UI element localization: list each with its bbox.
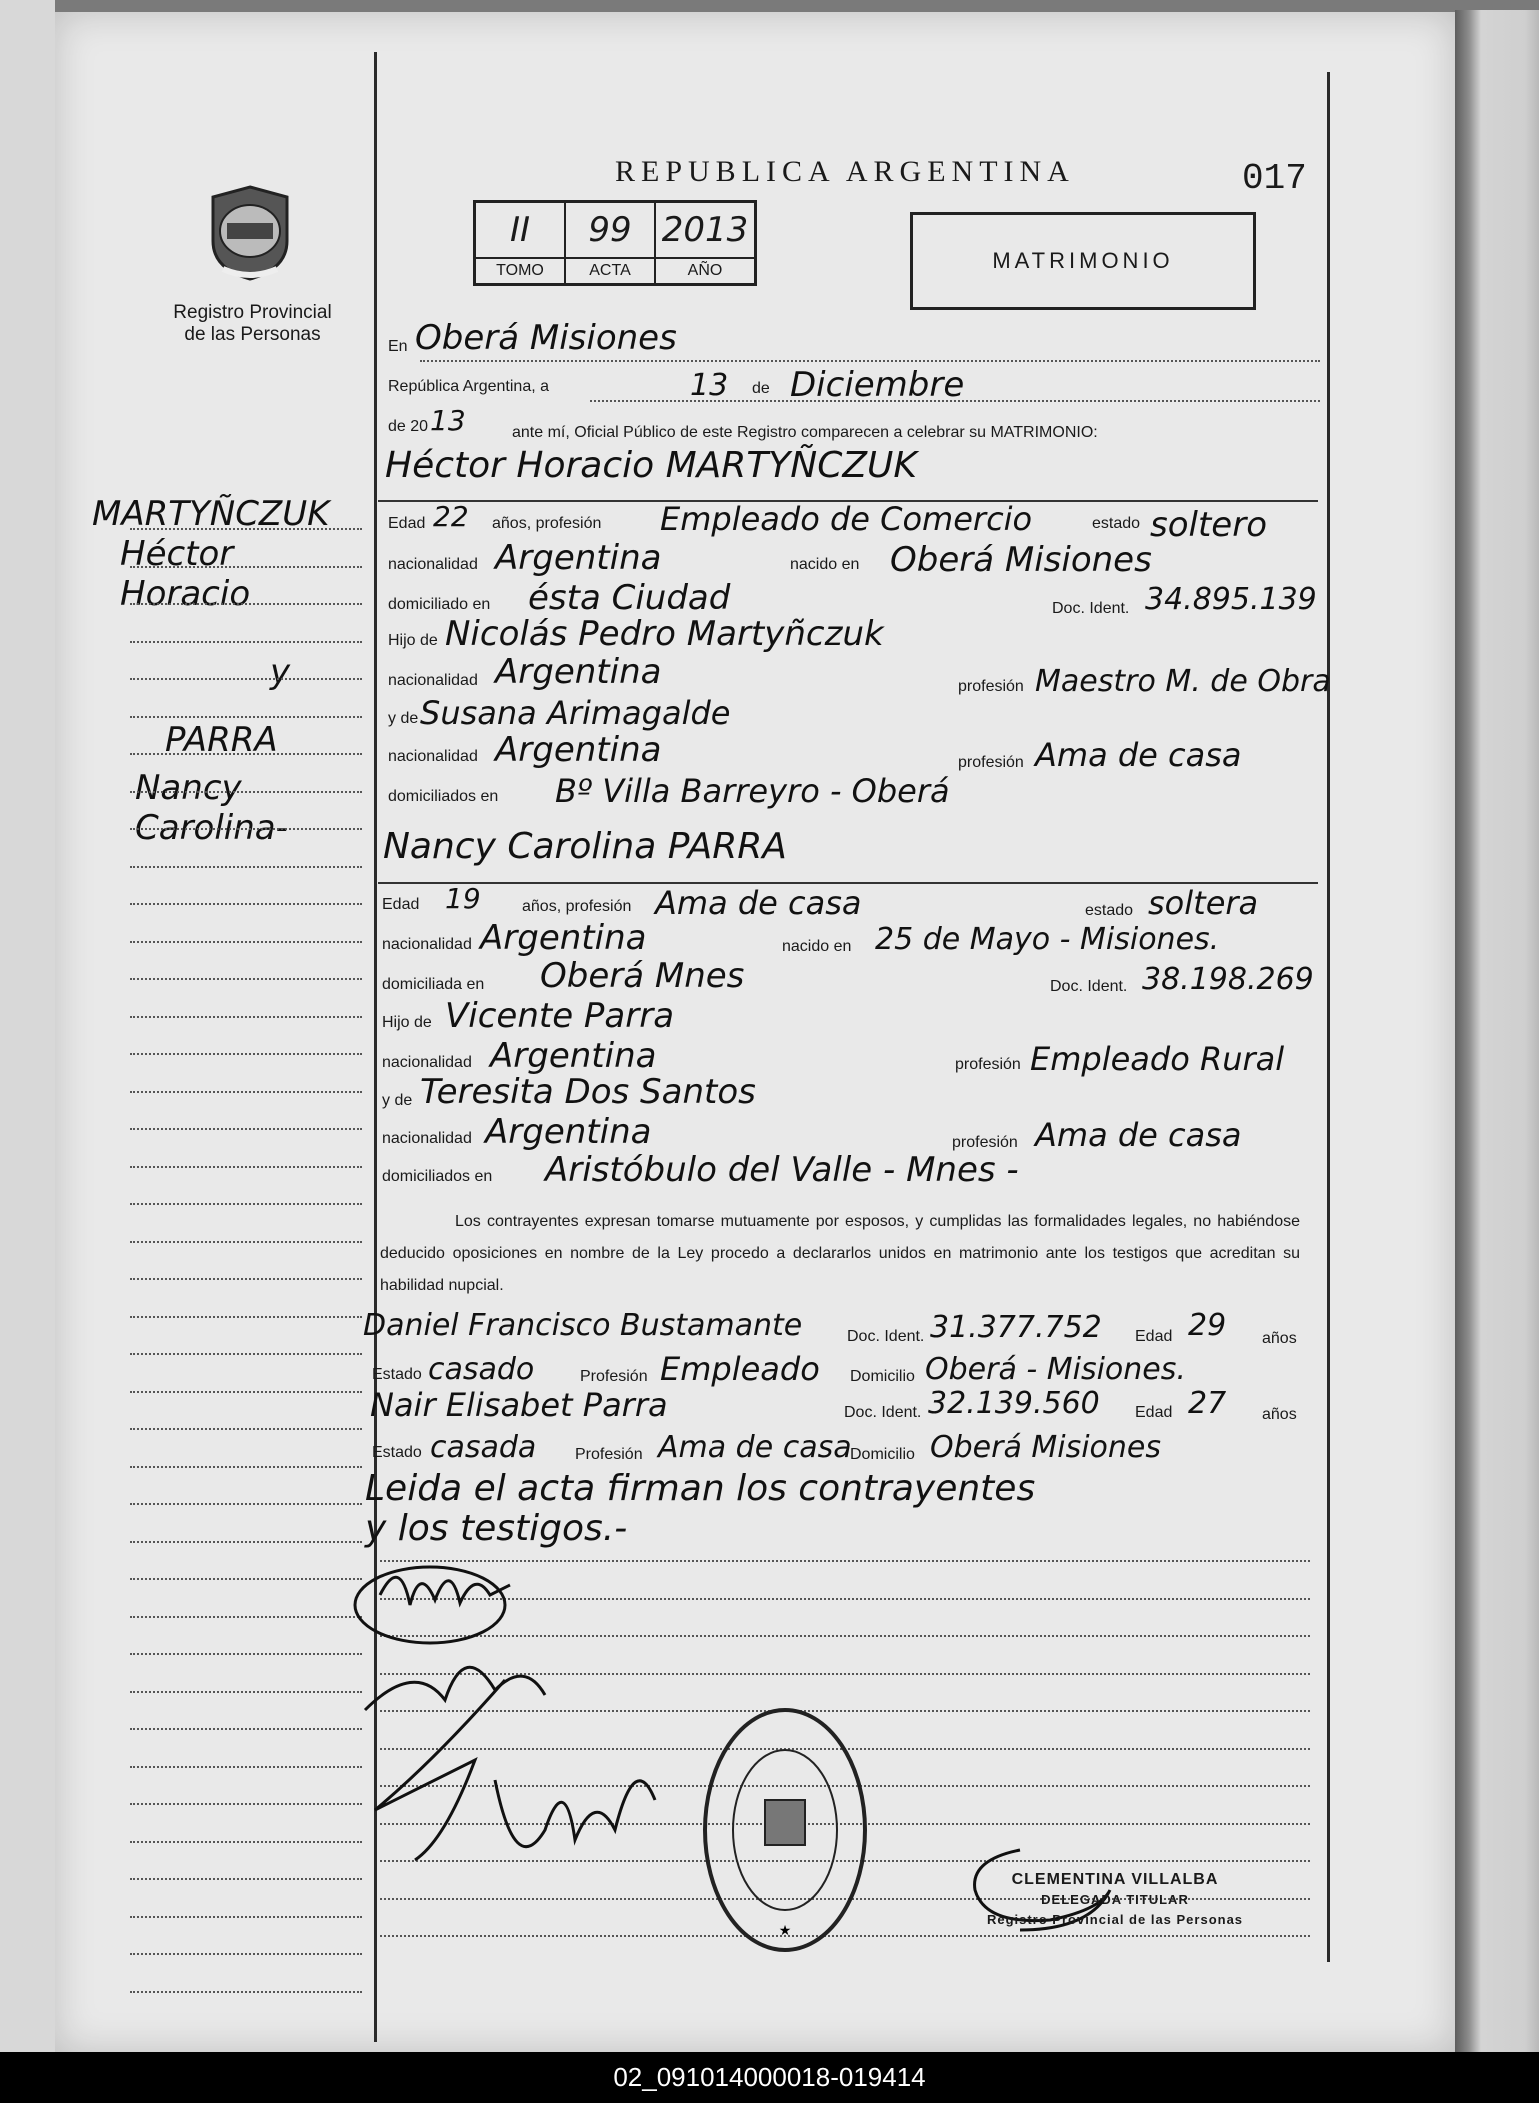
groom-profession: Empleado de Comercio [660, 500, 1033, 538]
groom-age: 22 [433, 500, 469, 533]
official-name: CLEMENTINA VILLALBA [1011, 1871, 1219, 1888]
label-nacionalidad: nacionalidad [388, 672, 478, 689]
margin-rule [130, 603, 362, 605]
bride-domicile: Oberá Mnes [540, 956, 745, 996]
book-edge [1455, 10, 1539, 2055]
label-nacido-en: nacido en [790, 556, 860, 573]
margin-rule [130, 1203, 362, 1205]
label-edad: Edad [1135, 1404, 1173, 1421]
scan-id: 02_091014000018-019414 [613, 2062, 926, 2092]
witness2-profession: Ama de casa [658, 1430, 852, 1465]
label-doc-ident: Doc. Ident. [1052, 600, 1130, 617]
label-domicilio: Domicilio [850, 1446, 915, 1463]
margin-rule [130, 566, 362, 568]
label-y-de: y de [388, 710, 419, 727]
label-domiciliados-en: domiciliados en [382, 1168, 493, 1185]
label-anos-profesion: años, profesión [522, 898, 632, 915]
bride-nationality: Argentina [480, 918, 647, 958]
label-edad: Edad [388, 515, 426, 532]
label-profesion: profesión [955, 1056, 1021, 1073]
witness2-age: 27 [1188, 1386, 1227, 1421]
signature-2-icon [355, 1640, 675, 1880]
closing-line1: Leida el acta firman los contrayentes [365, 1468, 1036, 1509]
bride-father: Vicente Parra [445, 996, 675, 1036]
margin-rule [130, 1391, 362, 1393]
bride-doc: 38.198.269 [1142, 962, 1314, 997]
label-hijo-de: Hijo de [382, 1014, 432, 1031]
record-box [473, 200, 757, 286]
label-republica: República Argentina, a [388, 378, 549, 395]
label-domiciliados-en: domiciliados en [388, 788, 499, 805]
label-estado: estado [1092, 515, 1141, 532]
tomo-label: TOMO [475, 258, 566, 285]
year: 13 [430, 404, 466, 437]
margin-surname-bride: PARRA [165, 720, 278, 760]
bride-profession: Ama de casa [655, 884, 862, 922]
acta-label: ACTA [565, 258, 655, 285]
margin-rule [130, 716, 362, 718]
groom-mother-profession: Ama de casa [1035, 736, 1242, 774]
day: 13 [690, 368, 729, 403]
margin-rule [130, 1953, 362, 1955]
label-nacionalidad: nacionalidad [388, 556, 478, 573]
month: Diciembre [790, 365, 965, 405]
bride-mother: Teresita Dos Santos [420, 1072, 756, 1112]
margin-rule [130, 641, 362, 643]
margin-rule [130, 791, 362, 793]
margin-rule [130, 1541, 362, 1543]
witness2-doc: 32.139.560 [928, 1386, 1100, 1421]
bride-birthplace: 25 de Mayo - Misiones. [875, 922, 1220, 957]
bride-full-name: Nancy Carolina PARRA [383, 826, 787, 867]
label-doc-ident: Doc. Ident. [1050, 978, 1128, 995]
label-nacionalidad: nacionalidad [382, 936, 472, 953]
witness1-domicile: Oberá - Misiones. [925, 1352, 1186, 1387]
label-de: de [752, 380, 770, 397]
margin-rule [130, 1991, 362, 1993]
margin-rule [130, 941, 362, 943]
registry-label-line1: Registro Provincial [173, 302, 332, 323]
groom-doc: 34.895.139 [1145, 582, 1317, 617]
year-value: 2013 [655, 202, 756, 259]
label-doc-ident: Doc. Ident. [844, 1404, 922, 1421]
witness2-name: Nair Elisabet Parra [370, 1386, 668, 1424]
bride-age: 19 [445, 882, 481, 915]
tomo-value: II [475, 202, 566, 259]
label-nacionalidad: nacionalidad [388, 748, 478, 765]
margin-rule [130, 1916, 362, 1918]
registry-label [150, 302, 355, 346]
legal-statement: Los contrayentes expresan tomarse mutuamente por esposos, y cumplidas las formalidades legales, no habiéndose deducido oposiciones en nombre de la Ley procedo a declararlos unidos en matrimonio ante los testigos que acreditan su habilidad nupcial. [380, 1213, 1300, 1294]
bride-status: soltera [1148, 884, 1259, 922]
groom-nationality: Argentina [495, 538, 662, 578]
margin-rule [130, 978, 362, 980]
year-label: AÑO [655, 258, 756, 285]
label-profesion: Profesión [580, 1368, 648, 1385]
label-estado: estado [1085, 902, 1134, 919]
official-org: Registro Provincial de las Personas [986, 1912, 1244, 1927]
groom-father-nationality: Argentina [495, 652, 662, 692]
label-doc-ident: Doc. Ident. [847, 1328, 925, 1345]
label-y-de: y de [382, 1092, 413, 1109]
label-nacionalidad: nacionalidad [382, 1054, 472, 1071]
margin-rule [130, 1466, 362, 1468]
margin-rule [130, 1728, 362, 1730]
margin-rule [130, 678, 362, 680]
margin-rule [130, 828, 362, 830]
groom-domicile: ésta Ciudad [528, 578, 731, 618]
registry-label-line2: de las Personas [184, 324, 321, 345]
bride-mother-nationality: Argentina [485, 1112, 652, 1152]
label-ante: ante mí, Oficial Público de este Registro comparecen a celebrar su MATRIMONIO: [512, 424, 1098, 441]
margin-rule [130, 528, 362, 530]
groom-father: Nicolás Pedro Martyñczuk [445, 614, 884, 654]
margin-rule [130, 1353, 362, 1355]
witness1-status: casado [428, 1352, 535, 1387]
label-nacionalidad: nacionalidad [382, 1130, 472, 1147]
signature-1-icon [340, 1545, 540, 1655]
groom-parents-domicile: Bº Villa Barreyro - Oberá [555, 772, 950, 810]
line [590, 400, 1320, 402]
margin-rule [130, 1091, 362, 1093]
witness2-status: casada [430, 1430, 537, 1465]
bride-parents-domicile: Aristóbulo del Valle - Mnes - [545, 1150, 1019, 1190]
margin-rule [130, 903, 362, 905]
label-year-prefix: de 20 [388, 418, 429, 435]
margin-rule [130, 753, 362, 755]
margin-rule [130, 1653, 362, 1655]
margin-rule [130, 1241, 362, 1243]
witness2-domicile: Oberá Misiones [930, 1430, 1162, 1465]
label-en: En [388, 338, 408, 355]
label-anos-profesion: años, profesión [492, 515, 602, 532]
label-domiciliado-en: domiciliado en [388, 596, 491, 613]
margin-name4: Carolina- [135, 808, 288, 848]
right-frame-line [1327, 72, 1330, 1962]
groom-father-profession: Maestro M. de Obra [1035, 664, 1331, 699]
country-title: REPUBLICA ARGENTINA [615, 155, 1075, 188]
margin-name2: Horacio [120, 574, 251, 614]
label-edad: Edad [382, 896, 420, 913]
margin-surname-groom: MARTYÑCZUK [92, 494, 330, 534]
official-title: DELEGADA TITULAR [1041, 1892, 1189, 1907]
witness1-name: Daniel Francisco Bustamante [363, 1308, 803, 1343]
svg-text:★: ★ [778, 1922, 792, 1938]
witness1-doc: 31.377.752 [930, 1310, 1102, 1345]
label-profesion: profesión [958, 678, 1024, 695]
page-left-strip [0, 0, 55, 2052]
label-estado: Estado [372, 1366, 422, 1383]
groom-status: soltero [1150, 505, 1267, 545]
margin-rule [130, 1278, 362, 1280]
official-stamp-text [985, 1870, 1245, 1930]
witness1-age: 29 [1188, 1308, 1227, 1343]
bride-father-profession: Empleado Rural [1030, 1040, 1285, 1078]
margin-rule [130, 1128, 362, 1130]
label-profesion: Profesión [575, 1446, 643, 1463]
margin-rule [130, 1166, 362, 1168]
margin-rule [130, 866, 362, 868]
margin-rule [130, 1841, 362, 1843]
groom-mother-nationality: Argentina [495, 730, 662, 770]
bride-father-nationality: Argentina [490, 1036, 657, 1076]
margin-rule [130, 1053, 362, 1055]
margin-name1: Héctor [120, 534, 234, 574]
margin-name3: Nancy [135, 768, 242, 808]
witness1-profession: Empleado [660, 1350, 820, 1388]
page-number: 017 [1242, 158, 1307, 199]
label-edad: Edad [1135, 1328, 1173, 1345]
margin-rule [130, 1428, 362, 1430]
margin-rule [130, 1503, 362, 1505]
line [420, 360, 1320, 362]
margin-and: y [270, 652, 291, 692]
bride-mother-profession: Ama de casa [1035, 1116, 1242, 1154]
margin-rule [130, 1016, 362, 1018]
label-anos: años [1262, 1330, 1297, 1347]
margin-rule [130, 1766, 362, 1768]
label-domiciliada-en: domiciliada en [382, 976, 485, 993]
label-estado: Estado [372, 1444, 422, 1461]
groom-mother: Susana Arimagalde [420, 694, 731, 732]
margin-rule [130, 1878, 362, 1880]
margin-rule [130, 1691, 362, 1693]
registry-round-stamp-icon [700, 1705, 870, 1955]
margin-rule [130, 1578, 362, 1580]
margin-rule [130, 1803, 362, 1805]
groom-birthplace: Oberá Misiones [890, 540, 1152, 580]
margin-rule [130, 1616, 362, 1618]
label-profesion: profesión [958, 754, 1024, 771]
record-type-box: MATRIMONIO [910, 212, 1256, 310]
acta-value: 99 [565, 202, 655, 259]
closing-line2: y los testigos.- [365, 1508, 628, 1549]
groom-full-name: Héctor Horacio MARTYÑCZUK [385, 445, 917, 486]
label-anos: años [1262, 1406, 1297, 1423]
label-hijo-de: Hijo de [388, 632, 438, 649]
label-nacido-en: nacido en [782, 938, 852, 955]
registry-seal-icon [205, 183, 295, 283]
margin-rule [130, 1316, 362, 1318]
label-domicilio: Domicilio [850, 1368, 915, 1385]
place: Oberá Misiones [415, 318, 677, 358]
label-profesion: profesión [952, 1134, 1018, 1151]
